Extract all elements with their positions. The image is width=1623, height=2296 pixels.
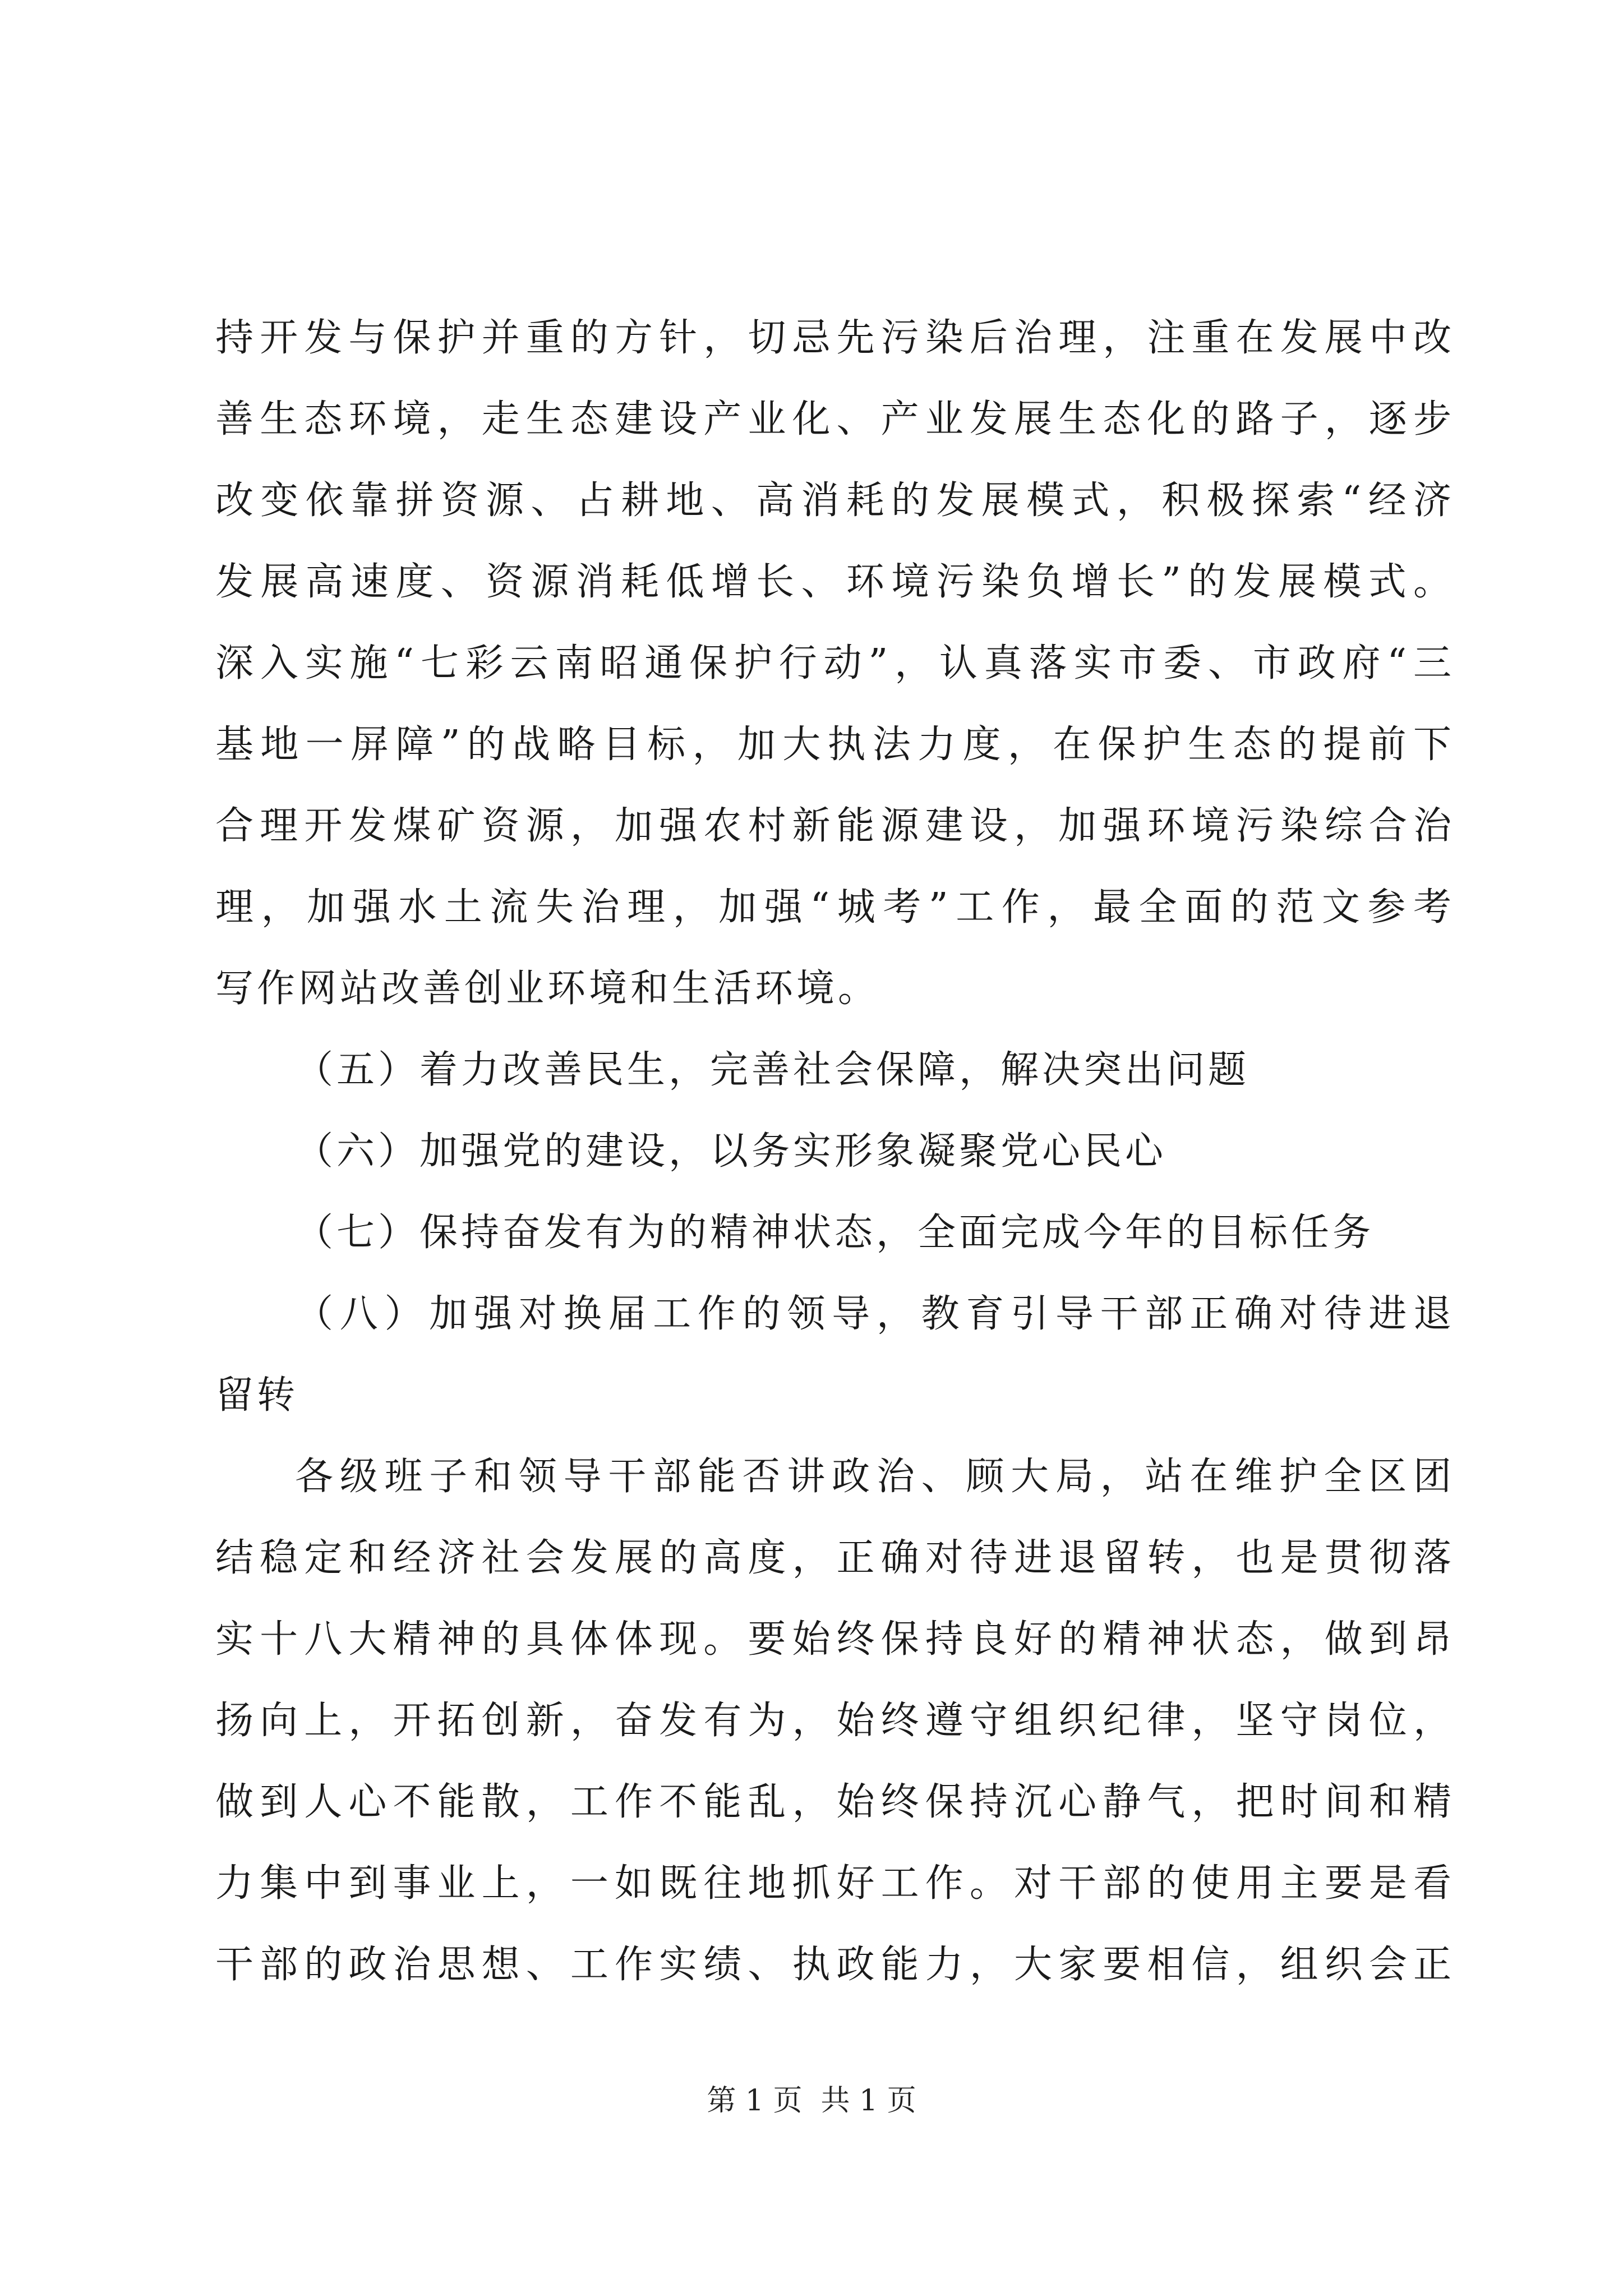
section-heading-8-continued: 留转 bbox=[215, 1373, 299, 1418]
document-body bbox=[215, 297, 1455, 2005]
text-line: 改变依靠拼资源、占耕地、高消耗的发展模式，积极探索“经济 bbox=[215, 478, 1455, 523]
text-line: 善生态环境，走生态建设产业化、产业发展生态化的路子，逐步 bbox=[215, 397, 1455, 441]
text-line: 合理开发煤矿资源，加强农村新能源建设，加强环境污染综合治 bbox=[215, 804, 1455, 848]
text-line: 干部的政治思想、工作实绩、执政能力，大家要相信，组织会正 bbox=[215, 1943, 1455, 1987]
section-heading-6: （六）加强党的建设，以务实形象凝聚党心民心 bbox=[295, 1129, 1167, 1174]
text-line: 做到人心不能散，工作不能乱，始终保持沉心静气，把时间和精 bbox=[215, 1780, 1455, 1824]
text-line: 基地一屏障”的战略目标，加大执法力度，在保护生态的提前下 bbox=[215, 723, 1455, 767]
text-line: 理，加强水土流失治理，加强“城考”工作，最全面的范文参考 bbox=[215, 885, 1455, 930]
text-line: 力集中到事业上，一如既往地抓好工作。对干部的使用主要是看 bbox=[215, 1861, 1455, 1906]
section-heading-8: （八）加强对换届工作的领导，教育引导干部正确对待进退 bbox=[295, 1292, 1455, 1336]
text-line: 结稳定和经济社会发展的高度，正确对待进退留转，也是贯彻落 bbox=[215, 1536, 1455, 1580]
text-line: 各级班子和领导干部能否讲政治、顾大局，站在维护全区团 bbox=[295, 1455, 1455, 1499]
text-line: 写作网站改善创业环境和生活环境。 bbox=[215, 967, 880, 1011]
text-line: 发展高速度、资源消耗低增长、环境污染负增长”的发展模式。 bbox=[215, 560, 1455, 604]
section-heading-5: （五）着力改善民生，完善社会保障，解决突出问题 bbox=[295, 1048, 1250, 1092]
page-number: 第 1 页 共 1 页 bbox=[707, 2084, 916, 2118]
text-line: 实十八大精神的具体体现。要始终保持良好的精神状态，做到昂 bbox=[215, 1617, 1455, 1662]
text-line: 持开发与保护并重的方针，切忌先污染后治理，注重在发展中改 bbox=[215, 316, 1455, 360]
text-line: 深入实施“七彩云南昭通保护行动”，认真落实市委、市政府“三 bbox=[215, 641, 1455, 685]
page-footer bbox=[0, 2081, 1623, 2120]
text-line: 扬向上，开拓创新，奋发有为，始终遵守组织纪律，坚守岗位， bbox=[215, 1699, 1455, 1743]
section-heading-7: （七）保持奋发有为的精神状态，全面完成今年的目标任务 bbox=[295, 1211, 1375, 1255]
